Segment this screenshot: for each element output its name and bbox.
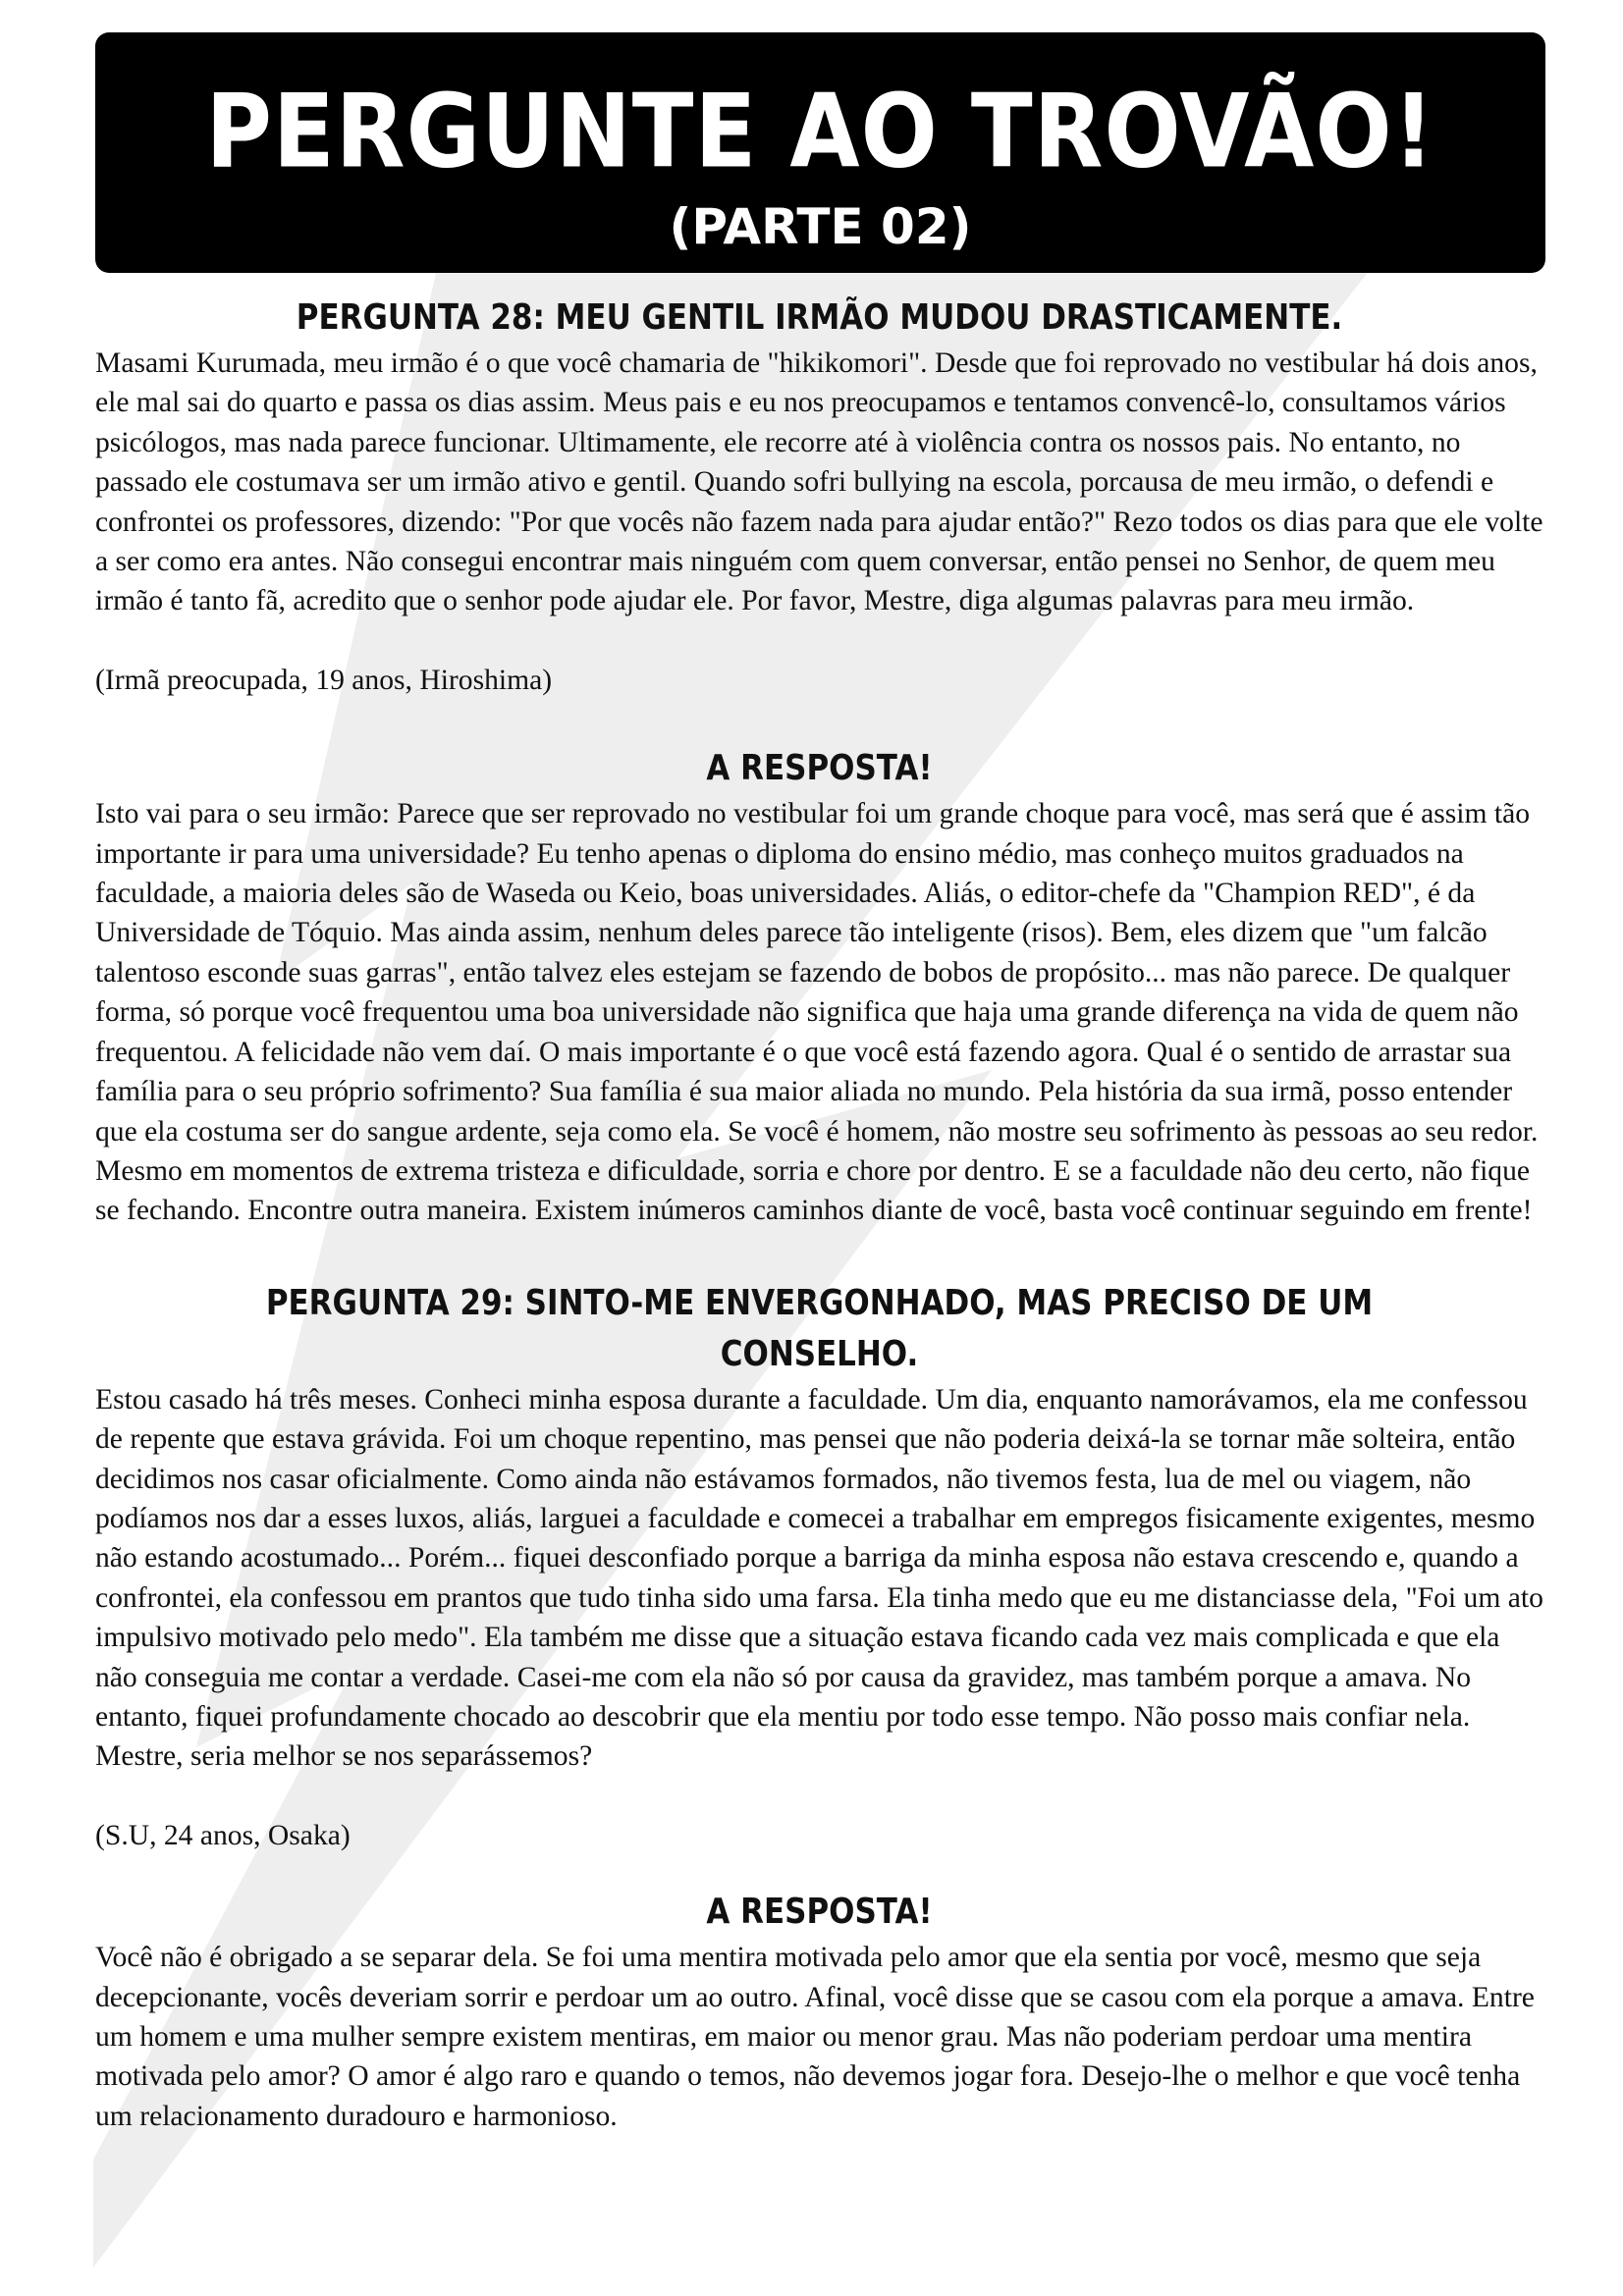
article-content — [95, 293, 1543, 2136]
question-29-body: Estou casado há três meses. Conheci minha esposa durante a faculdade. Um dia, enquanto namorávamos, ela me confessou de repente que estava grávida. Foi um choque repentino, mas pensei que não poderia deixá-la se tornar mãe solteira, então decidimos nos casar oficialmente. Como ainda não estávamos formados, não tivemos festa, lua de mel ou viagem, não podíamos nos dar a esses luxos, aliás, larguei a faculdade e comecei a trabalhar em empregos fisicamente exigentes, mesmo não estando acostumado... Porém... fiquei desconfiado porque a barriga da minha esposa não estava crescendo e, quando a confrontei, ela confessou em prantos que tudo tinha sido uma farsa. Ela tinha medo que eu me distanciasse dela, "Foi um ato impulsivo motivado pelo medo". Ela também me disse que a situação estava ficando cada vez mais complicada e que ela não conseguia me contar a verdade. Casei-me com ela não só por causa da gravidez, mas também porque a amava. No entanto, fiquei profundamente chocado ao descobrir que ela mentiu por todo esse tempo. Não posso mais confiar nela. Mestre, seria melhor se nos separássemos? — [95, 1383, 1543, 1773]
question-28-heading: PERGUNTA 28: MEU GENTIL IRMÃO MUDOU DRASTICAMENTE. — [296, 297, 1343, 338]
page-title: PERGUNTE AO TROVÃO! — [205, 73, 1435, 191]
answer-29-heading: A RESPOSTA! — [706, 1892, 933, 1933]
question-28-body: Masami Kurumada, meu irmão é o que você chamaria de "hikikomori". Desde que foi reprovado no vestibular há dois anos, ele mal sai do quarto e passa os dias assim. Meus pais e eu nos preocupamos e tentamos convencê-lo, consultamos vários psicólogos, mas nada parece funcionar. Ultimamente, ele recorre até à violência contra os nossos pais. No entanto, no passado ele costumava ser um irmão ativo e gentil. Quando sofri bullying na escola, porcausa de meu irmão, o defendi e confrontei os professores, dizendo: "Por que vocês não fazem nada para ajudar então?" Rezo todos os dias para que ele volte a ser como era antes. Não consegui encontrar mais ninguém com quem conversar, então pensei no Senhor, de quem meu irmão é tanto fã, acredito que o senhor pode ajudar ele. Por favor, Mestre, diga algumas palavras para meu irmão. — [95, 347, 1543, 617]
question-28-signature: (Irmã preocupada, 19 anos, Hiroshima) — [95, 664, 553, 696]
answer-28-heading: A RESPOSTA! — [706, 748, 933, 789]
title-banner — [95, 32, 1545, 273]
page-subtitle: (PARTE 02) — [669, 198, 972, 255]
answer-29-body: Você não é obrigado a se separar dela. Se foi uma mentira motivada pelo amor que ela sentia por você, mesmo que seja decepcionante, vocês deveriam sorrir e perdoar um ao outro. Afinal, você disse que se casou com ela porque a amava. Entre um homem e uma mulher sempre existem mentiras, em maior ou menor grau. Mas não poderiam perdoar uma mentira motivada pelo amor? O amor é algo raro e quando o temos, não devemos jogar fora. Desejo-lhe o melhor e que você tenha um relacionamento duradouro e harmonioso. — [95, 1942, 1535, 2132]
question-29-signature: (S.U, 24 anos, Osaka) — [95, 1819, 351, 1851]
question-29-heading: PERGUNTA 29: SINTO-ME ENVERGONHADO, MAS PRECISO DE UM CONSELHO. — [265, 1282, 1374, 1374]
answer-28-body: Isto vai para o seu irmão: Parece que ser reprovado no vestibular foi um grande choque para você, mas será que é assim tão importante ir para uma universidade? Eu tenho apenas o diploma do ensino médio, mas conheço muitos graduados na faculdade, a maioria deles são de Waseda ou Keio, boas universidades. Aliás, o editor-chefe da "Champion RED", é da Universidade de Tóquio. Mas ainda assim, nenhum deles parece tão inteligente (risos). Bem, eles dizem que "um falcão talentoso esconde suas garras", então talvez eles estejam se fazendo de bobos de propósito... mas não parece. De qualquer forma, só porque você frequentou uma boa universidade não significa que haja uma grande diferença na vida de quem não frequentou. A felicidade não vem daí. O mais importante é o que você está fazendo agora. Qual é o sentido de arrastar sua família para o seu próprio sofrimento? Sua família é sua maior aliada no mundo. Pela história da sua irmã, posso entender que ela costuma ser do sangue ardente, seja como ela. Se você é homem, não mostre seu sofrimento às pessoas ao seu redor. Mesmo em momentos de extrema tristeza e dificuldade, sorria e chore por dentro. E se a faculdade não deu certo, não fique se fechando. Encontre outra maneira. Existem inúmeros caminhos diante de você, basta você continuar seguindo em frente! — [95, 798, 1539, 1227]
